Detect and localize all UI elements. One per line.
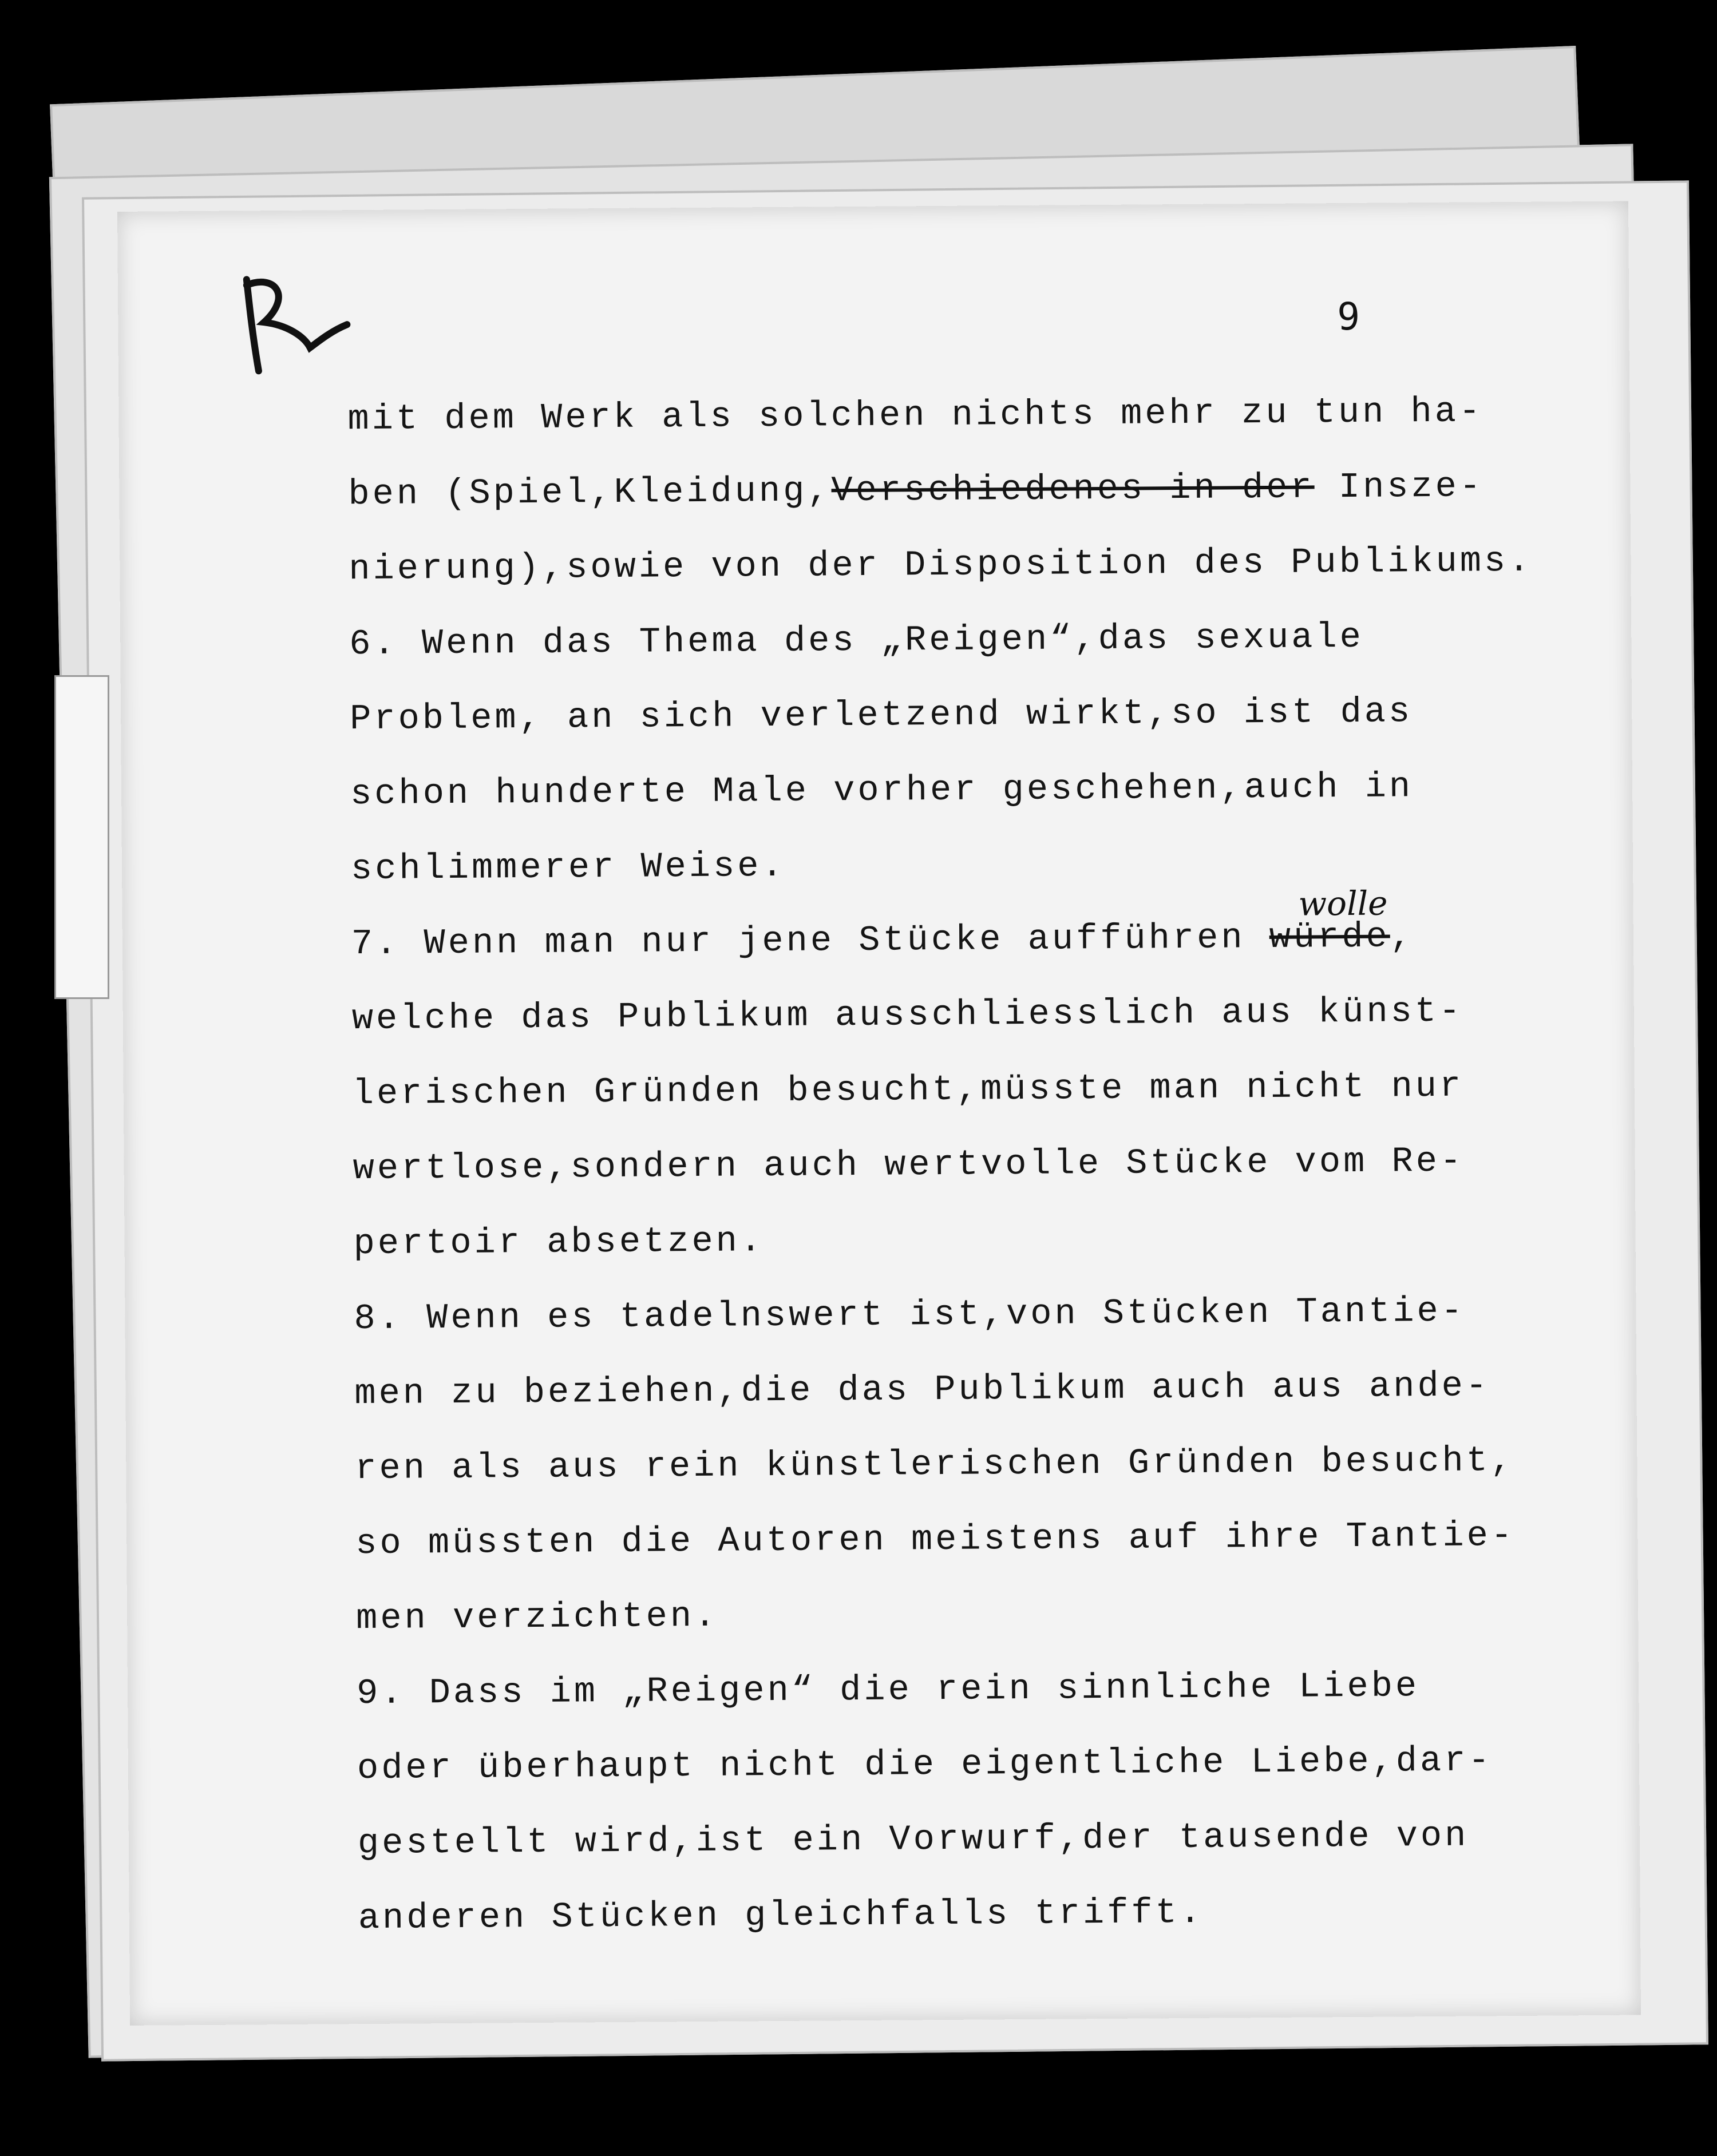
text-line: welche das Publikum ausschliesslich aus künst- [351, 990, 1463, 1040]
text-line: nierung),sowie von der Disposition des Publikums. [349, 540, 1533, 590]
text-line: 6. Wenn das Thema des „Reigen“,das sexuale [349, 616, 1364, 665]
text-line: 9. Dass im „Reigen“ die rein sinnliche Liebe [356, 1666, 1420, 1714]
handwritten-correction: wolle [1298, 883, 1388, 924]
text-line: schlimmerer Weise. [350, 845, 786, 890]
text-line: men zu beziehen,die das Publikum auch aus ande- [354, 1365, 1490, 1414]
text-line: ren als aus rein künstlerischen Gründen besucht, [355, 1440, 1515, 1489]
text-line: lerischen Gründen besucht,müsste man nicht nur [352, 1065, 1464, 1115]
text-line: ben (Spiel,Kleidung,Verschiedenes in der Insze- [348, 466, 1484, 515]
text-line: schon hunderte Male vorher geschehen,auch in [350, 766, 1414, 815]
text-line: Problem, an sich verletzend wirkt,so ist das [349, 691, 1413, 740]
handwritten-initial-mark [224, 267, 356, 383]
text-line: 7. Wenn man nur jene Stücke aufführen würde, [351, 916, 1415, 965]
text-line: mit dem Werk als solchen nichts mehr zu tun ha- [347, 391, 1483, 440]
text-line: gestellt wird,ist ein Vorwurf,der tausende von [357, 1815, 1469, 1864]
struck-text: würde [1269, 916, 1391, 958]
text-line: pertoir absetzen. [353, 1220, 765, 1265]
text-line: wertlose,sondern auch wertvolle Stücke vom Re- [353, 1140, 1465, 1190]
page-number: 9 [1337, 294, 1360, 339]
text-line: men verzichten. [355, 1595, 719, 1639]
folder-tab [54, 675, 109, 999]
text-line: so müssten die Autoren meistens auf ihre Tantie- [355, 1515, 1516, 1564]
body-text [347, 373, 1617, 1956]
text-line: anderen Stücken gleichfalls trifft. [358, 1892, 1204, 1939]
typewritten-page [117, 201, 1641, 2026]
text-line: 8. Wenn es tadelnswert ist,von Stücken Tantie- [354, 1290, 1466, 1339]
struck-text: Verschiedenes in der [831, 467, 1315, 512]
text-line: oder überhaupt nicht die eigentliche Liebe,dar- [357, 1740, 1493, 1789]
